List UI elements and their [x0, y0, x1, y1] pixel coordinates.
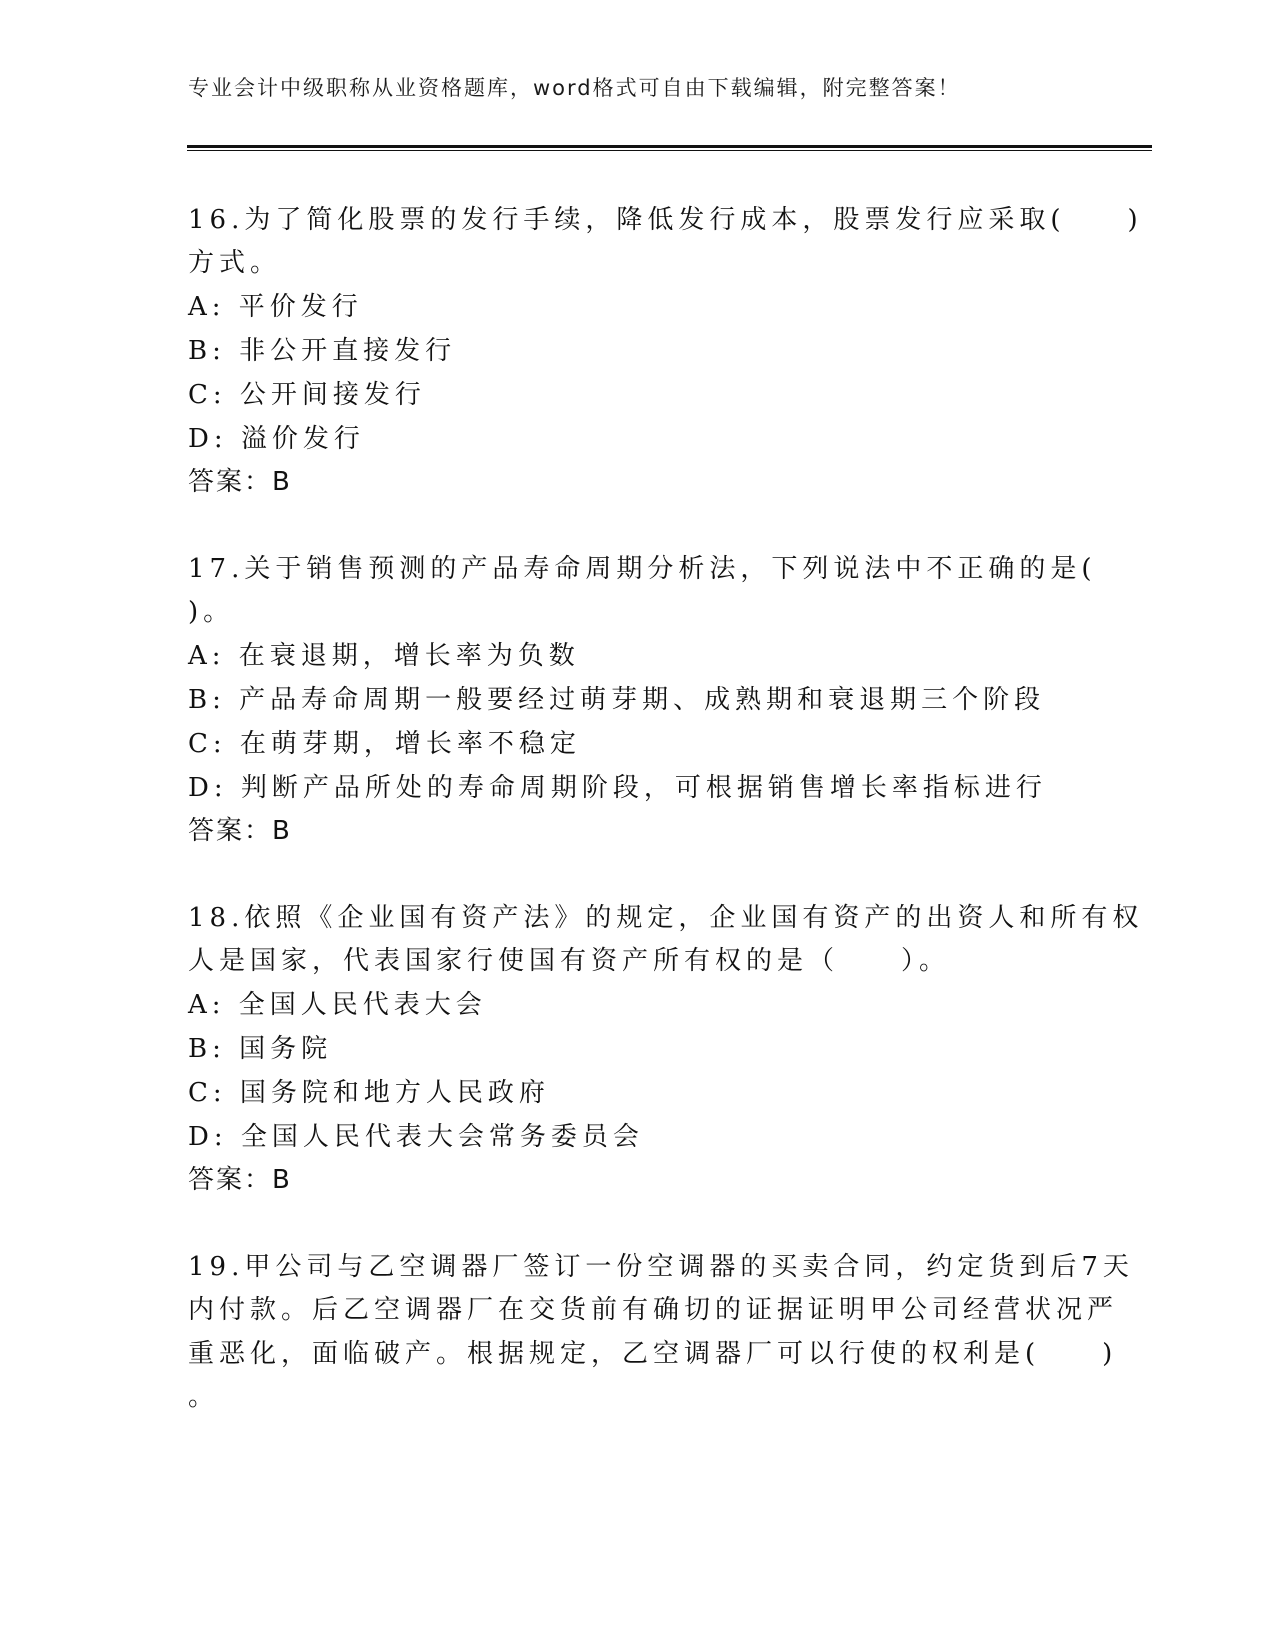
question-17-option-b: B: 产品寿命周期一般要经过萌芽期、成熟期和衰退期三个阶段 [188, 685, 1046, 715]
question-17-line-1: 17.关于销售预测的产品寿命周期分析法，下列说法中不正确的是( [188, 554, 1097, 584]
question-17-option-a: A: 在衰退期，增长率为负数 [188, 641, 580, 671]
question-18-option-b: B: 国务院 [188, 1034, 333, 1064]
question-18-line-2: 人是国家，代表国家行使国有资产所有权的是（ ）。 [188, 946, 951, 976]
question-17-option-d: D: 判断产品所处的寿命周期阶段，可根据销售增长率指标进行 [188, 773, 1047, 803]
question-17-option-c: C: 在萌芽期，增长率不稳定 [188, 729, 581, 759]
header-rule-thin [187, 150, 1152, 151]
question-16-line-2: 方式。 [188, 248, 282, 278]
question-16-option-d: D: 溢价发行 [188, 424, 365, 454]
question-18-option-a: A: 全国人民代表大会 [188, 990, 487, 1020]
question-19-line-2: 内付款。后乙空调器厂在交货前有确切的证据证明甲公司经营状况严 [188, 1295, 1119, 1325]
page-header: 专业会计中级职称从业资格题库，word格式可自由下载编辑，附完整答案！ [188, 76, 961, 100]
question-19-line-3: 重恶化，面临破产。根据规定，乙空调器厂可以行使的权利是( ) [188, 1339, 1118, 1369]
question-18-answer: 答案：B [188, 1165, 292, 1195]
question-16-answer: 答案：B [188, 467, 292, 497]
question-16-line-1: 16.为了简化股票的发行手续，降低发行成本，股票发行应采取( ) [188, 205, 1143, 235]
question-19-line-4: 。 [188, 1382, 220, 1412]
header-rule-thick [187, 145, 1152, 148]
question-16-option-b: B: 非公开直接发行 [188, 336, 457, 366]
question-16-option-c: C: 公开间接发行 [188, 380, 426, 410]
question-17-answer: 答案：B [188, 816, 292, 846]
question-18-line-1: 18.依照《企业国有资产法》的规定，企业国有资产的出资人和所有权 [188, 903, 1144, 933]
question-18-option-c: C: 国务院和地方人民政府 [188, 1078, 550, 1108]
question-17-line-2: )。 [188, 597, 235, 627]
question-19-line-1: 19.甲公司与乙空调器厂签订一份空调器的买卖合同，约定货到后7天 [188, 1252, 1134, 1282]
question-18-option-d: D: 全国人民代表大会常务委员会 [188, 1122, 644, 1152]
question-16-option-a: A: 平价发行 [188, 292, 363, 322]
